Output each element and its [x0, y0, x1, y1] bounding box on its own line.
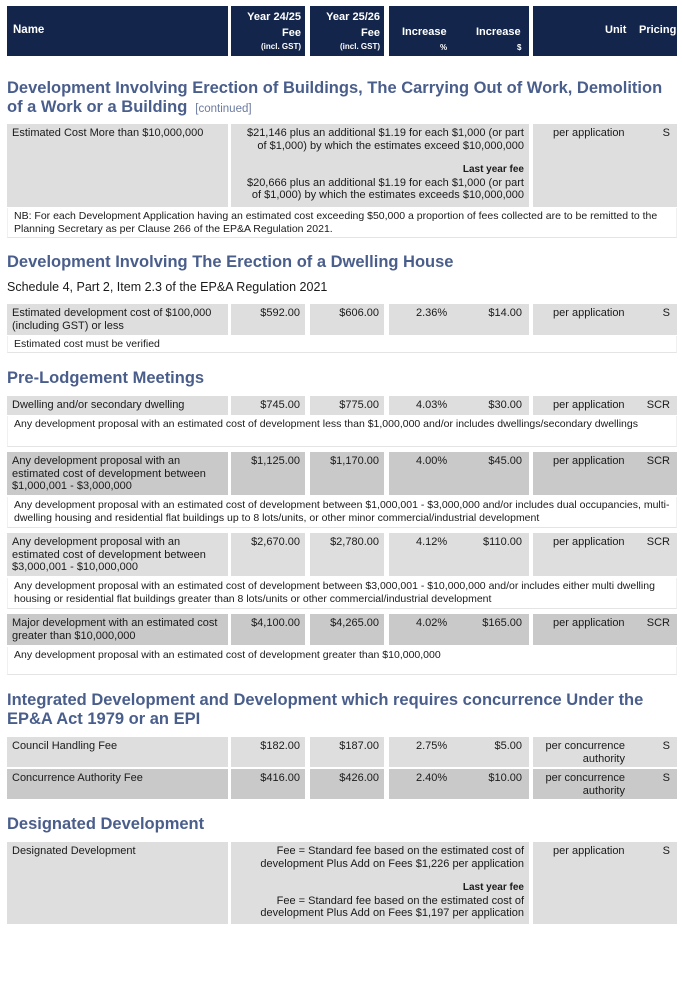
s4-row2-fee-2425: $416.00	[231, 769, 305, 799]
s3-row1-pricing: SCR	[646, 399, 670, 411]
s3-row3-unit-text: per application	[553, 536, 625, 548]
s4-row2-fee-2526: $426.00	[310, 769, 384, 799]
header-unit-cell	[533, 6, 677, 56]
s4-row1-unit	[533, 737, 677, 767]
s4-row1-usd: $5.00	[494, 740, 522, 752]
section-title-erection-text: Development Involving Erection of Buildings, The Carrying Out of Work, Demolition of a Work or a Building	[7, 79, 663, 116]
s3-row4-name: Major development with an estimated cost greater than $10,000,000	[7, 614, 228, 645]
s4-row1-name: Council Handling Fee	[7, 737, 228, 767]
header-unit: Unit	[605, 24, 627, 36]
s3-row2-pricing: SCR	[646, 455, 670, 467]
s5-row-name: Designated Development	[7, 842, 228, 924]
s3-row2-name: Any development proposal with an estimated cost of development between $1,000,001 - $3,000,000	[7, 452, 228, 495]
s3-row4-usd: $165.00	[482, 617, 522, 629]
s5-pricing: S	[662, 845, 670, 857]
s1-unit	[533, 124, 677, 207]
s4-row2-unit-text: per concurrence authority	[545, 772, 625, 797]
s3-row4-fee-2526: $4,265.00	[310, 614, 384, 645]
s4-row2-name: Concurrence Authority Fee	[7, 769, 228, 799]
continued-label: [continued]	[195, 103, 252, 115]
s4-row2-unit	[533, 769, 677, 799]
header-increase-pct-cell	[389, 6, 529, 56]
s3-row1-unit-text: per application	[553, 399, 625, 411]
section-title-dwelling: Development Involving The Erection of a Dwelling House	[7, 253, 454, 271]
s3-row1-pct: 4.03%	[416, 399, 448, 411]
s4-row1-fee-2526: $187.00	[310, 737, 384, 767]
section-title-designated: Designated Development	[7, 815, 205, 833]
s3-row1-increase	[389, 396, 529, 415]
s1-fee-cell	[231, 124, 529, 207]
s2-pricing: S	[662, 307, 670, 319]
s3-row1-fee-2425: $745.00	[231, 396, 305, 415]
header-increase-pct-unit: %	[440, 43, 448, 52]
header-pricing: Pricing	[639, 24, 677, 36]
section-title-erection	[7, 79, 675, 119]
s2-increase-cell	[389, 304, 529, 335]
s4-row1-pct: 2.75%	[416, 740, 448, 752]
s4-row2-usd: $10.00	[488, 772, 522, 784]
s1-fee-last-year: $20,666 plus an additional $1.19 for each $1,000 (or part of $1,000) by which the estimates exceeds $10,000,000	[246, 176, 524, 201]
header-year2526-label: Year 25/26	[326, 11, 380, 23]
s2-increase-pct: 2.36%	[416, 307, 448, 319]
s5-fee-current: Fee = Standard fee based on the estimated cost of development Plus Add on Fees $1,226 per application	[260, 845, 524, 870]
s3-row2-fee-2425: $1,125.00	[231, 452, 305, 495]
s3-row4-note: Any development proposal with an estimated cost of development greater than $10,000,000	[7, 647, 677, 675]
s1-unit-text: per application	[553, 127, 625, 139]
s4-row1-fee-2425: $182.00	[231, 737, 305, 767]
header-increase-pct-label: Increase	[402, 26, 447, 38]
header-name: Name	[13, 24, 45, 36]
s4-row1-pricing: S	[662, 740, 670, 752]
s2-fee-2425: $592.00	[231, 304, 305, 335]
s1-last-year-label: Last year fee	[462, 164, 524, 175]
s1-fee-current: $21,146 plus an additional $1.19 for each $1,000 (or part of $1,000) by which the estimates exceed $10,000,000	[246, 127, 524, 152]
s3-row1-name: Dwelling and/or secondary dwelling	[7, 396, 228, 415]
s3-row1-unit	[533, 396, 677, 415]
s3-row2-unit-text: per application	[553, 455, 625, 467]
s3-row2-note: Any development proposal with an estimated cost of development between $1,000,001 - $3,000,000 and/or includes dual occupancies, multi-dwelling housing and residential flat buildings up to 8 lots/units, or other minor commercial/industrial development	[7, 497, 677, 528]
s3-row4-pricing: SCR	[646, 617, 670, 629]
s2-row-name: Estimated development cost of $100,000 (including GST) or less	[7, 304, 228, 335]
header-year2526-fee: Fee	[361, 27, 380, 39]
s2-unit-text: per application	[553, 307, 625, 319]
s4-row2-pricing: S	[662, 772, 670, 784]
s3-row3-usd: $110.00	[483, 536, 522, 548]
header-year2425-gst: (incl. GST)	[261, 42, 301, 51]
s5-last-year-label: Last year fee	[462, 882, 524, 893]
s3-row3-name: Any development proposal with an estimated cost of development between $3,000,001 - $10,000,000	[7, 533, 228, 576]
s4-row1-increase	[389, 737, 529, 767]
header-name-cell	[7, 6, 228, 56]
s3-row2-pct: 4.00%	[416, 455, 448, 467]
s5-fee-last-year: Fee = Standard fee based on the estimated cost of development Plus Add on Fees $1,197 per application	[260, 894, 524, 919]
s3-row2-unit	[533, 452, 677, 495]
header-increase-usd-label: Increase	[476, 26, 521, 38]
s3-row3-fee-2526: $2,780.00	[310, 533, 384, 576]
s1-row-name: Estimated Cost More than $10,000,000	[7, 124, 228, 207]
s3-row3-pricing: SCR	[646, 536, 670, 548]
s3-row2-increase	[389, 452, 529, 495]
s5-fee-cell	[231, 842, 529, 924]
s3-row4-unit	[533, 614, 677, 645]
s3-row1-note: Any development proposal with an estimated cost of development less than $1,000,000 and/or includes dwellings/secondary dwellings	[7, 416, 677, 447]
s1-note: NB: For each Development Application having an estimated cost exceeding $50,000 a proportion of fees collected are to be remitted to the Planning Secretary as per Clause 266 of the EP&A Regulation 2021.	[7, 208, 677, 238]
s2-increase-usd: $14.00	[488, 307, 522, 319]
section-title-prelodgement: Pre-Lodgement Meetings	[7, 369, 205, 387]
s3-row4-fee-2425: $4,100.00	[231, 614, 305, 645]
s1-pricing: S	[662, 127, 670, 139]
section-title-integrated: Integrated Development and Development which requires concurrence Under the EP&A Act 1979 or an EPI	[7, 691, 644, 728]
section-subtitle-dwelling: Schedule 4, Part 2, Item 2.3 of the EP&A Regulation 2021	[7, 280, 328, 294]
s3-row3-unit	[533, 533, 677, 576]
s3-row3-increase	[389, 533, 529, 576]
s3-row2-fee-2526: $1,170.00	[310, 452, 384, 495]
header-year2425-label: Year 24/25	[247, 11, 301, 23]
s4-row1-unit-text: per concurrence authority	[545, 740, 625, 765]
header-increase-usd-unit: $	[517, 43, 522, 52]
s2-unit	[533, 304, 677, 335]
s5-unit	[533, 842, 677, 924]
header-year2425-cell	[231, 6, 305, 56]
s3-row3-pct: 4.12%	[416, 536, 448, 548]
s3-row4-increase	[389, 614, 529, 645]
s3-row3-note: Any development proposal with an estimated cost of development between $3,000,001 - $10,000,000 and/or includes either multi dwelling housing or residential flat buildings greater than 8 lots/units or other commercial/industrial development	[7, 578, 677, 609]
header-year2526-gst: (incl. GST)	[340, 42, 380, 51]
s5-unit-text: per application	[553, 845, 625, 857]
s3-row3-fee-2425: $2,670.00	[231, 533, 305, 576]
s3-row1-usd: $30.00	[488, 399, 522, 411]
s3-row2-usd: $45.00	[488, 455, 522, 467]
s4-row2-increase	[389, 769, 529, 799]
s2-note: Estimated cost must be verified	[7, 336, 677, 353]
header-year2425-fee: Fee	[282, 27, 301, 39]
s4-row2-pct: 2.40%	[416, 772, 448, 784]
header-year2526-cell	[310, 6, 384, 56]
s3-row4-unit-text: per application	[553, 617, 625, 629]
s3-row4-pct: 4.02%	[416, 617, 448, 629]
s3-row1-fee-2526: $775.00	[310, 396, 384, 415]
s2-fee-2526: $606.00	[310, 304, 384, 335]
